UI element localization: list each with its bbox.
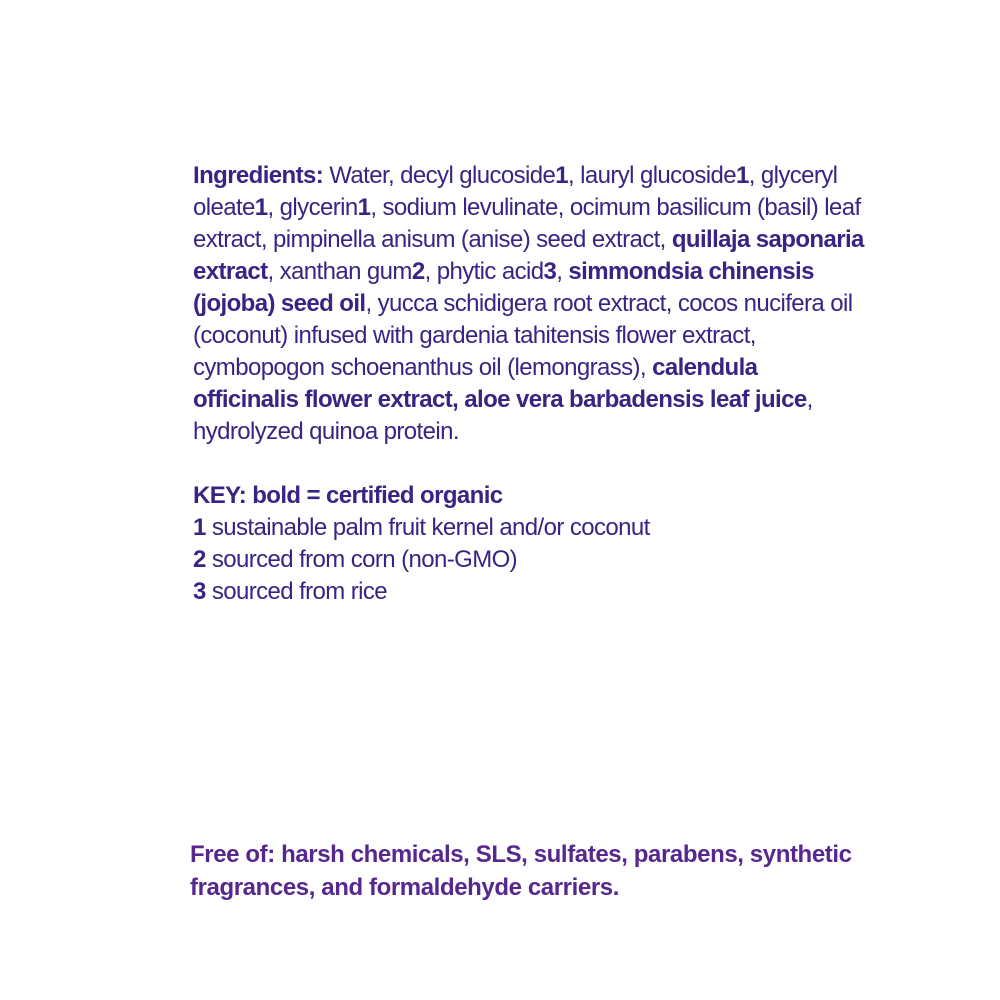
text-segment-bold: simmondsia chinensis (jojoba) seed oil	[193, 258, 814, 317]
footnote-2-marker: 2	[193, 546, 206, 573]
text-segment-bold: quillaja saponaria extract	[193, 226, 864, 285]
ingredients-paragraph	[193, 160, 865, 448]
free-of-statement: Free of: harsh chemicals, SLS, sulfates, parabens, synthetic fragrances, and formaldehyde carriers.	[190, 841, 852, 901]
text-segment: , hydrolyzed quinoa protein.	[193, 386, 813, 445]
text-segment-bold: calendula officinalis flower extract, aloe vera barbadensis leaf juice	[193, 354, 807, 413]
text-segment-bold: 1	[254, 194, 268, 221]
key-heading: KEY: bold = certified organic	[193, 482, 503, 509]
text-segment: , lauryl glucoside	[568, 162, 736, 189]
text-segment-bold: 1	[555, 162, 568, 189]
text-segment: , phytic acid	[424, 258, 544, 285]
text-segment: ,	[556, 258, 569, 285]
text-segment-bold: Ingredients:	[193, 162, 330, 189]
footnote-3-text: sourced from rice	[211, 578, 388, 605]
footnote-1-text: sustainable palm fruit kernel and/or coconut	[211, 514, 650, 541]
text-segment-bold: 3	[543, 258, 557, 285]
footnote-3-marker: 3	[193, 578, 206, 605]
text-segment-bold: 1	[735, 162, 749, 189]
text-segment: , sodium levulinate, ocimum basilicum (basil) leaf extract, pimpinella anisum (anise) seed extract,	[193, 194, 861, 253]
text-segment: , glyceryl oleate	[193, 162, 838, 221]
footnote-2	[193, 544, 865, 576]
text-segment: Water, decyl glucoside	[329, 162, 556, 189]
footnote-1-marker: 1	[193, 514, 206, 541]
text-segment: , xanthan gum	[267, 258, 412, 285]
text-segment: , yucca schidigera root extract, cocos nucifera oil (coconut) infused with gardenia tahitensis flower extract, cymbopogon schoenanthus oil (lemongrass),	[193, 290, 853, 381]
label-main-text-block	[193, 160, 865, 608]
footnote-2-text: sourced from corn (non-GMO)	[211, 546, 518, 573]
key-section	[193, 480, 865, 608]
text-segment-bold: 2	[411, 258, 425, 285]
text-segment: , glycerin	[267, 194, 358, 221]
text-segment-bold: 1	[357, 194, 371, 221]
footnote-1	[193, 512, 865, 544]
footnote-3	[193, 576, 865, 608]
